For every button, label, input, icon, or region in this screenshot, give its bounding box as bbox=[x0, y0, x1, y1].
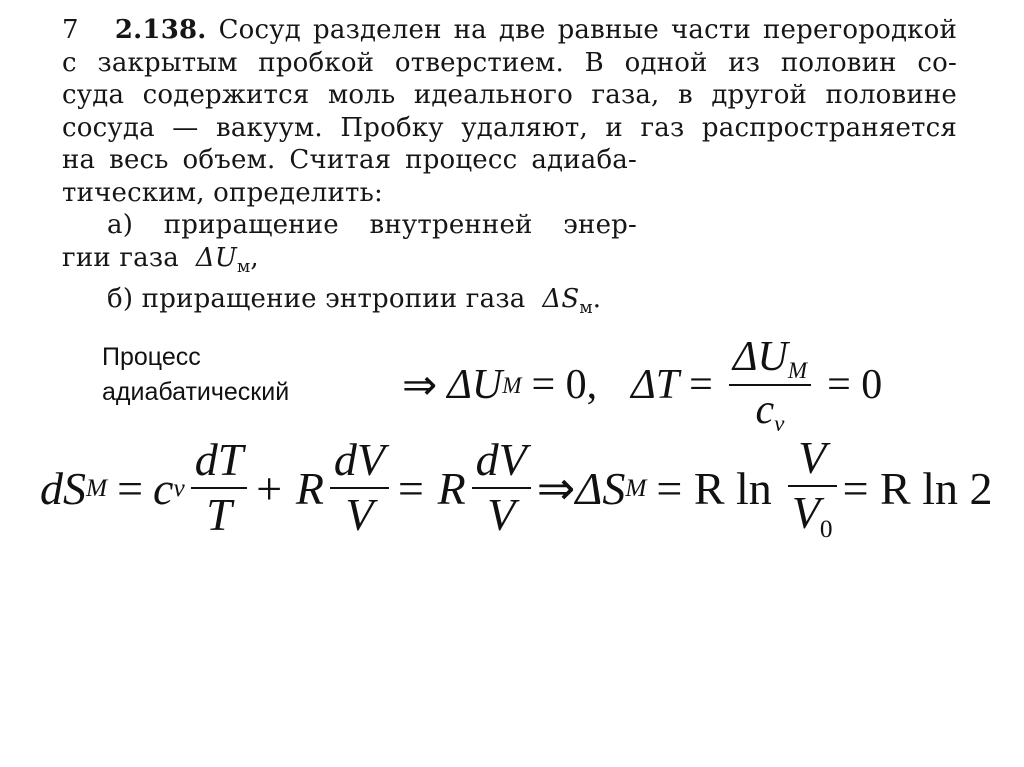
problem-marker: 7 bbox=[62, 15, 79, 45]
eq2-equals-rln: = R ln bbox=[656, 462, 772, 514]
item-a-sub: м bbox=[236, 256, 251, 277]
process-caption bbox=[102, 340, 289, 410]
eq2-f1-num: dT bbox=[194, 434, 244, 486]
caption-line-1: Процесс bbox=[102, 343, 201, 371]
eq2-f2-num: dV bbox=[333, 434, 386, 486]
item-a-end: , bbox=[250, 242, 259, 273]
problem-item-b bbox=[62, 283, 962, 325]
eq1-frac-num bbox=[729, 333, 811, 384]
eq2-f4-den-sub: 0 bbox=[819, 514, 833, 543]
eq1-fraction bbox=[729, 333, 811, 436]
eq2-delta-s: ΔS bbox=[575, 462, 626, 514]
eq2-cv: c bbox=[153, 462, 174, 514]
item-b-sub: м bbox=[579, 298, 593, 318]
problem-line-2: с закрытым пробкой отверстием. В одной из половин со- bbox=[62, 47, 957, 78]
eq2-f4-den bbox=[788, 487, 837, 544]
problem-line-1-text: Сосуд разделен на две равные части перегородкой bbox=[218, 15, 957, 45]
implies-symbol-1: ⇒ bbox=[402, 363, 438, 409]
eq2-delta-s-sub: M bbox=[625, 473, 647, 502]
eq2-f3-den: V bbox=[487, 489, 516, 540]
eq2-fraction-dt-t bbox=[191, 434, 248, 542]
problem-line-1 bbox=[62, 14, 957, 47]
eq2-ds: dS bbox=[40, 462, 86, 514]
problem-item-a: а) приращение внутренней энер- bbox=[107, 210, 637, 240]
eq2-equals-r: = R bbox=[395, 462, 466, 514]
problem-line-6: тическим, определить: bbox=[62, 177, 383, 208]
caption-line-2: адиабатический bbox=[102, 378, 290, 406]
item-b-end: . bbox=[592, 284, 602, 314]
eq2-f1-den: T bbox=[206, 489, 232, 540]
item-b-text: б) приращение энтропии газа bbox=[107, 284, 526, 314]
eq1-frac-num-sub: M bbox=[787, 357, 808, 384]
eq2-fraction-dv-v-1 bbox=[330, 434, 389, 542]
eq2-ds-sub: M bbox=[86, 473, 108, 502]
item-a-symbol: ΔU bbox=[195, 242, 237, 273]
eq1-delta-u-sub: M bbox=[502, 371, 522, 398]
eq1-frac-den-sub: v bbox=[774, 410, 785, 437]
item-a-cont-text: гии газа bbox=[62, 242, 179, 273]
eq2-f4-num: V bbox=[798, 432, 827, 484]
eq2-f2-den: V bbox=[345, 489, 374, 540]
eq2-fraction-dv-v-2 bbox=[472, 434, 531, 542]
eq2-cv-sub: v bbox=[173, 473, 185, 502]
eq2-f4-den-text: V bbox=[791, 486, 820, 538]
problem-line-3: суда содержится моль идеального газа, в другой половине bbox=[62, 80, 957, 110]
problem-line-4: сосуда — вакуум. Пробку удаляют, и газ распространяется bbox=[62, 112, 957, 143]
equation-internal-energy bbox=[392, 330, 892, 440]
eq1-tail: = 0 bbox=[827, 362, 883, 408]
implies-symbol-2: ⇒ bbox=[536, 463, 576, 514]
eq1-delta-u: ΔU bbox=[447, 362, 503, 408]
problem-number: 2.138. bbox=[114, 15, 207, 45]
eq2-equals-1: = bbox=[117, 462, 144, 514]
eq2-fraction-v-v0 bbox=[788, 432, 837, 544]
equation-entropy bbox=[40, 428, 992, 548]
eq1-zero: = 0, bbox=[531, 362, 598, 408]
eq2-plus-r: + R bbox=[253, 462, 324, 514]
eq1-frac-num-text: ΔU bbox=[732, 334, 788, 381]
item-b-symbol: ΔS bbox=[542, 284, 580, 314]
eq2-result: = R ln 2 bbox=[842, 462, 993, 514]
problem-line-5: на весь объем. Считая процесс адиаба- bbox=[62, 145, 637, 175]
problem-text bbox=[62, 14, 962, 325]
problem-item-a-cont bbox=[62, 242, 962, 284]
eq1-delta-t: ΔT bbox=[631, 362, 680, 408]
eq1-equals: = bbox=[689, 362, 713, 408]
eq2-f3-num: dV bbox=[475, 434, 527, 486]
eq1-frac-den-text: c bbox=[755, 387, 775, 433]
